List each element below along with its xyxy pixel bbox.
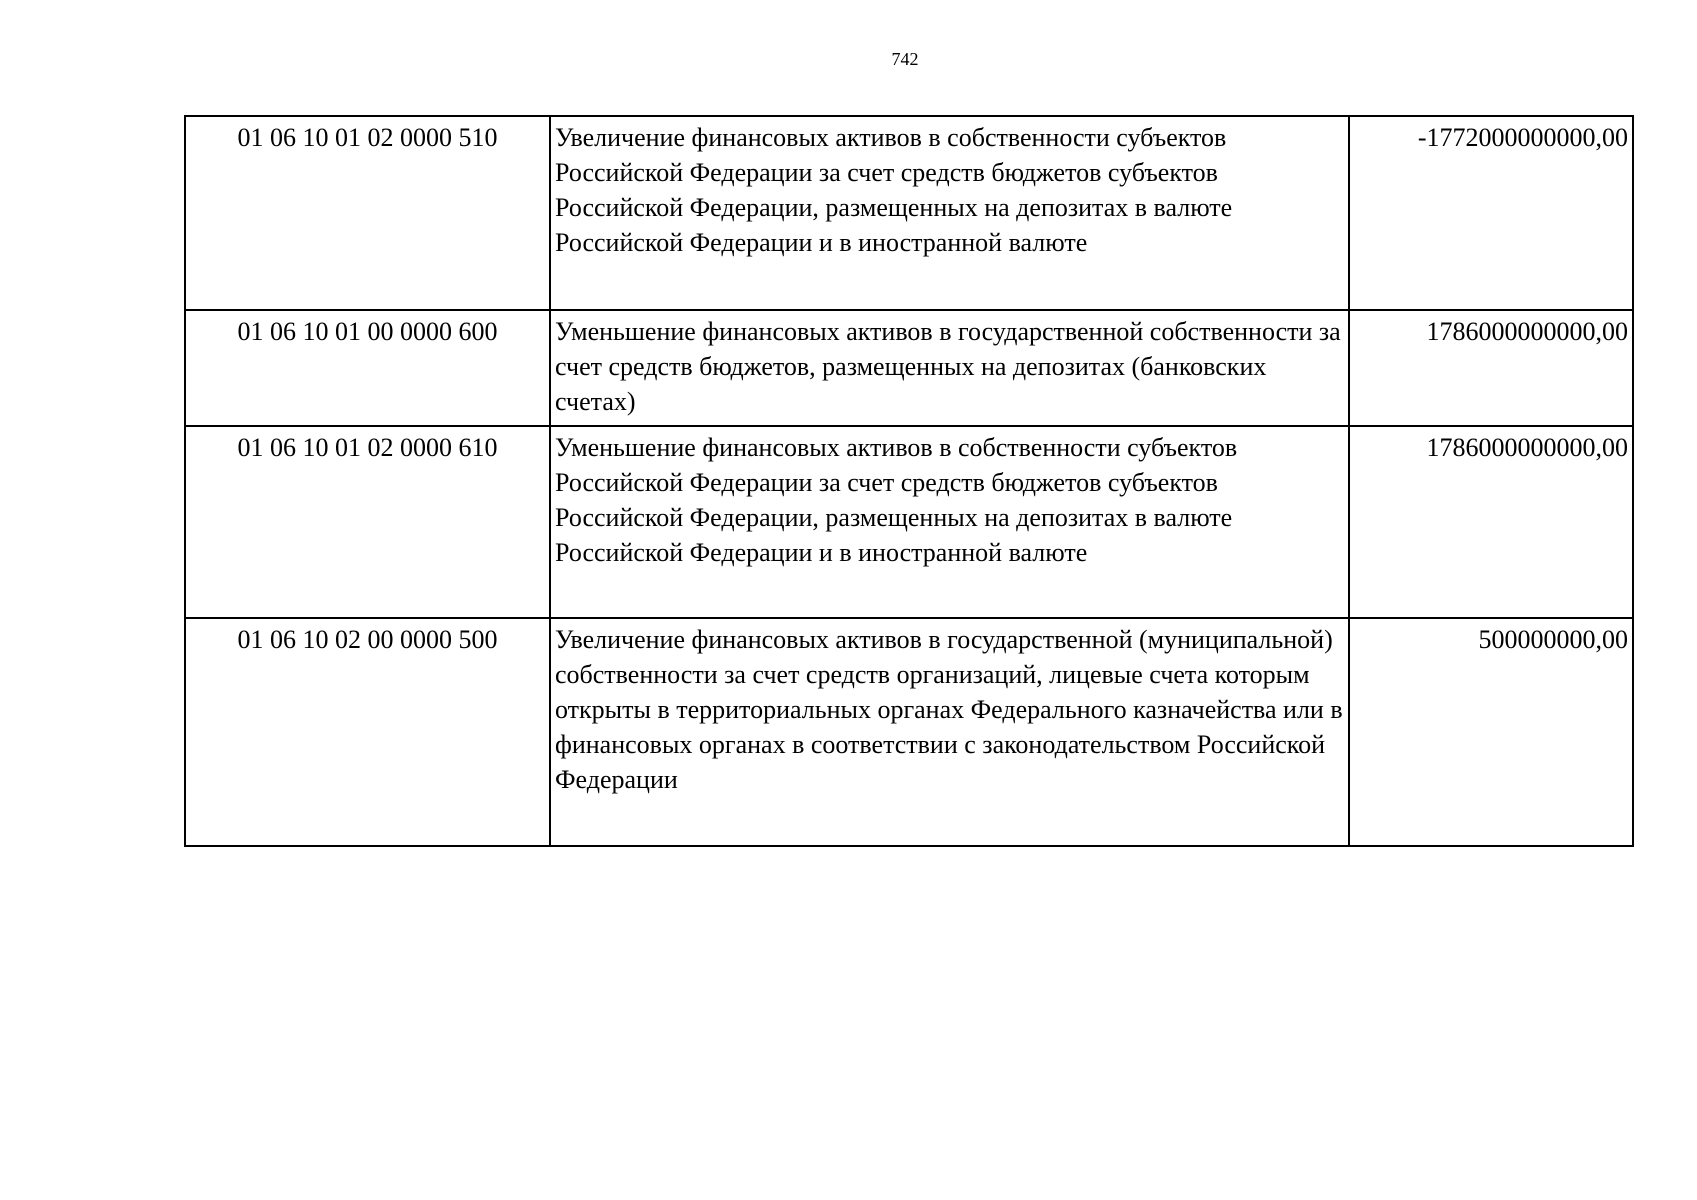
amount-cell: -1772000000000,00 (1349, 116, 1633, 310)
description-cell: Увеличение финансовых активов в государственной (муниципальной) собственности за счет средств организаций, лицевые счета которым открыты в территориальных органах Федерального казначейства или в финансовых органах в соответствии с законодательством Российской Федерации (550, 618, 1349, 846)
amount-cell: 500000000,00 (1349, 618, 1633, 846)
budget-code-cell: 01 06 10 01 02 0000 610 (185, 426, 550, 618)
table-row (185, 426, 1633, 618)
budget-code-cell: 01 06 10 01 02 0000 510 (185, 116, 550, 310)
budget-code-cell: 01 06 10 01 00 0000 600 (185, 310, 550, 426)
amount-cell: 1786000000000,00 (1349, 310, 1633, 426)
page-number: 742 (891, 49, 919, 69)
table-row (185, 116, 1633, 310)
budget-code-cell: 01 06 10 02 00 0000 500 (185, 618, 550, 846)
table-row (185, 618, 1633, 846)
amount-cell: 1786000000000,00 (1349, 426, 1633, 618)
description-cell: Уменьшение финансовых активов в собственности субъектов Российской Федерации за счет средств бюджетов субъектов Российской Федерации, размещенных на депозитах в валюте Российской Федерации и в иностранной валюте (550, 426, 1349, 618)
description-cell: Увеличение финансовых активов в собственности субъектов Российской Федерации за счет средств бюджетов субъектов Российской Федерации, размещенных на депозитах в валюте Российской Федерации и в иностранной валюте (550, 116, 1349, 310)
description-cell: Уменьшение финансовых активов в государственной собственности за счет средств бюджетов, размещенных на депозитах (банковских счетах) (550, 310, 1349, 426)
budget-sources-table (184, 115, 1634, 847)
table-row (185, 310, 1633, 426)
